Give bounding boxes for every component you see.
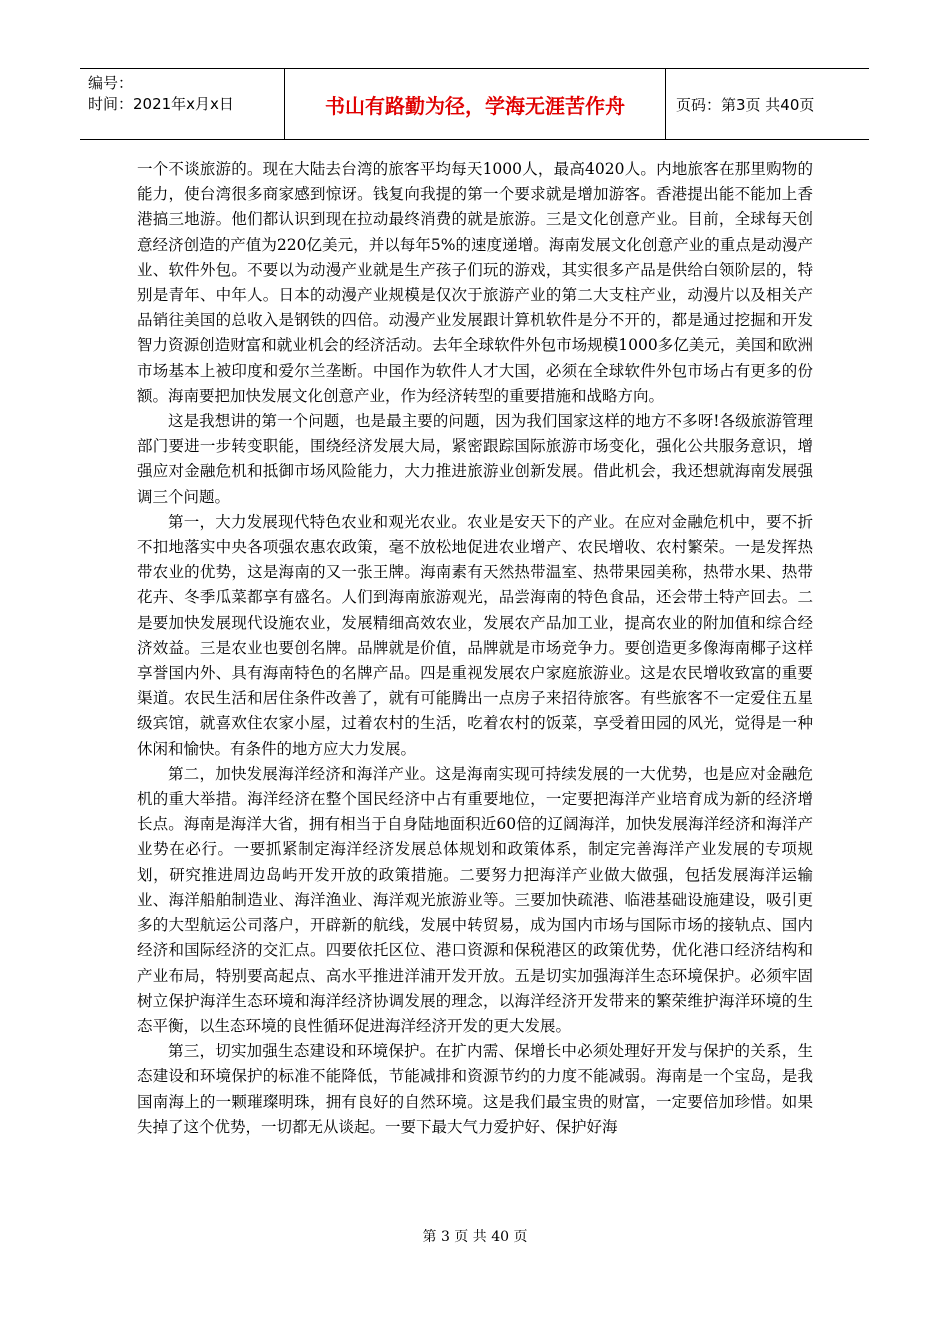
paragraph: 第二，加快发展海洋经济和海洋产业。这是海南实现可持续发展的一大优势，也是应对金融危机的重大举措。海洋经济在整个国民经济中占有重要地位，一定要把海洋产业培育成为新的经济增长点。海南是海洋大省，拥有相当于自身陆地面积近60倍的辽阔海洋，加快发展海洋经济和海洋产业势在必行。一要抓紧制定海洋经济发展总体规划和政策体系，制定完善海洋产业发展的专项规划，研究推进周边岛屿开发开放的政策措施。二要努力把海洋产业做大做强，包括发展海洋运输业、海洋船舶制造业、海洋渔业、海洋观光旅游业等。三要加快疏港、临港基础设施建设，吸引更多的大型航运公司落户，开辟新的航线，发展中转贸易，成为国内市场与国际市场的接轨点、国内经济和国际经济的交汇点。四要依托区位、港口资源和保税港区的政策优势，优化港口经济结构和产业布局，特别要高起点、高水平推进洋浦开发开放。五是切实加强海洋生态环境保护。必须牢固树立保护海洋生态环境和海洋经济协调发展的理念，以海洋经济开发带来的繁荣维护海洋环境的生态平衡，以生态环境的良性循环促进海洋经济开发的更大发展。 [137, 764, 813, 1035]
document-body [137, 157, 813, 1140]
page-footer: 第 3 页 共 40 页 [422, 1229, 528, 1245]
header-page-number: 页码：第3页 共40页 [676, 95, 815, 114]
header-motto: 书山有路勤为径，学海无涯苦作舟 [285, 69, 666, 139]
paragraph: 这是我想讲的第一个问题，也是最主要的问题，因为我们国家这样的地方不多呀!各级旅游管理部门要进一步转变职能，围绕经济发展大局，紧密跟踪国际旅游市场变化，强化公共服务意识，增强应对金融危机和抵御市场风险能力，大力推进旅游业创新发展。借此机会，我还想就海南发展强调三个问题。 [137, 412, 813, 506]
page-header [80, 68, 869, 140]
paragraph: 第三，切实加强生态建设和环境保护。在扩内需、保增长中必须处理好开发与保护的关系，生态建设和环境保护的标准不能降低，节能减排和资源节约的力度不能减弱。海南是一个宝岛，是我国南海上的一颗璀璨明珠，拥有良好的自然环境。这是我们最宝贵的财富，一定要倍加珍惜。如果失掉了这个优势，一切都无从谈起。一要下最大气力爱护好、保护好海 [137, 1042, 813, 1136]
paragraph: 第一，大力发展现代特色农业和观光农业。农业是安天下的产业。在应对金融危机中，要不折不扣地落实中央各项强农惠农政策，毫不放松地促进农业增产、农民增收、农村繁荣。一是发挥热带农业的优势，这是海南的又一张王牌。海南素有天然热带温室、热带果园美称，热带水果、热带花卉、冬季瓜菜都享有盛名。人们到海南旅游观光，品尝海南的特色食品，还会带土特产回去。二是要加快发展现代设施农业，发展精细高效农业，发展农产品加工业，提高农业的附加值和综合经济效益。三是农业也要创名牌。品牌就是价值，品牌就是市场竞争力。要创造更多像海南椰子这样享誉国内外、具有海南特色的名牌产品。四是重视发展农户家庭旅游业。这是农民增收致富的重要渠道。农民生活和居住条件改善了，就有可能腾出一点房子来招待旅客。有些旅客不一定爱住五星级宾馆，就喜欢住农家小屋，过着农村的生活，吃着农村的饭菜，享受着田园的风光，觉得是一种休闲和愉快。有条件的地方应大力发展。 [137, 512, 813, 758]
paragraph: 一个不谈旅游的。现在大陆去台湾的旅客平均每天1000人，最高4020人。内地旅客在那里购物的能力，使台湾很多商家感到惊讶。钱复向我提的第一个要求就是增加游客。香港提出能不能加上香港搞三地游。他们都认识到现在拉动最终消费的就是旅游。三是文化创意产业。目前，全球每天创意经济创造的产值为220亿美元，并以每年5%的速度递增。海南发展文化创意产业的重点是动漫产业、软件外包。不要以为动漫产业就是生产孩子们玩的游戏，其实很多产品是供给白领阶层的，特别是青年、中年人。日本的动漫产业规模是仅次于旅游产业的第二大支柱产业，动漫片以及相关产品销往美国的总收入是钢铁的四倍。动漫产业发展跟计算机软件是分不开的，都是通过挖掘和开发智力资源创造财富和就业机会的经济活动。去年全球软件外包市场规模1000多亿美元，美国和欧洲市场基本上被印度和爱尔兰垄断。中国作为软件人才大国，必须在全球软件外包市场占有更多的份额。海南要把加快发展文化创意产业，作为经济转型的重要措施和战略方向。 [137, 160, 813, 405]
document-number-label: 编号： [88, 74, 134, 92]
header-meta [80, 69, 285, 139]
document-date: 时间：2021年x月x日 [88, 95, 234, 113]
